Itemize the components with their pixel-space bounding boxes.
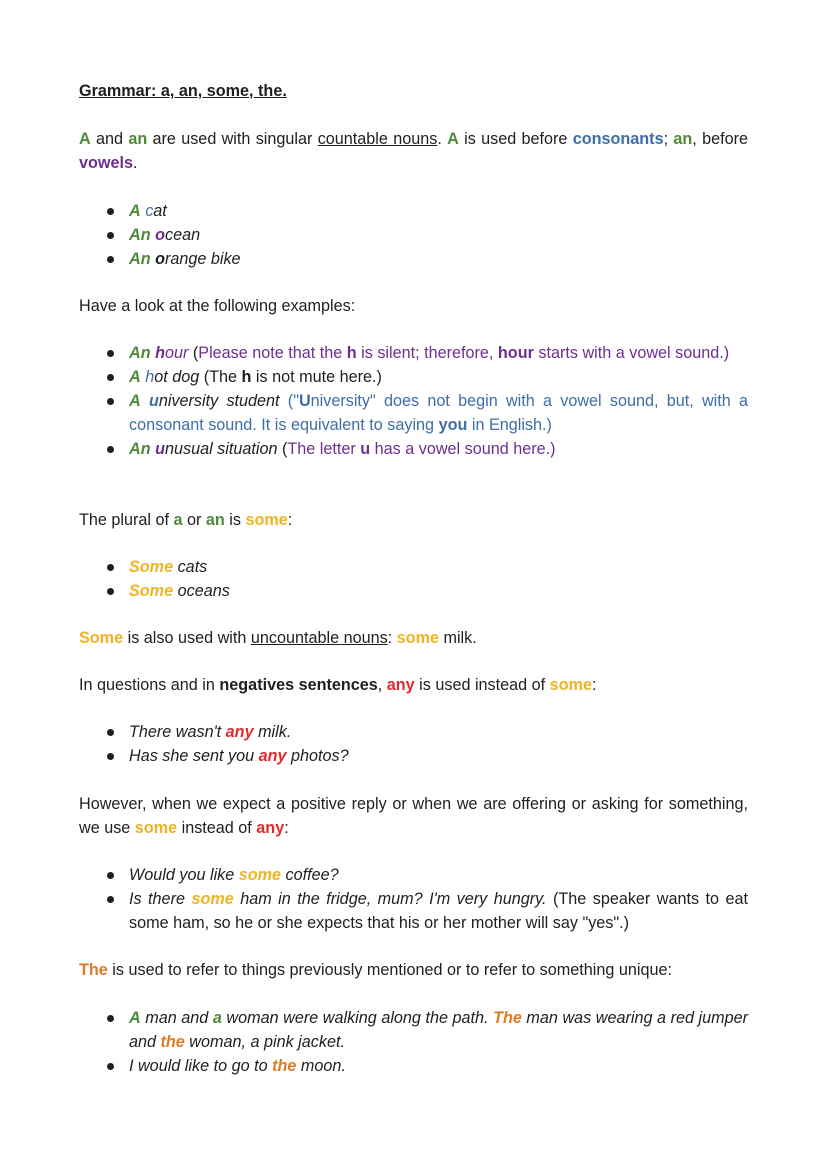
list-item bbox=[129, 389, 748, 437]
word-the: The bbox=[493, 1009, 522, 1027]
list-item bbox=[129, 437, 748, 461]
offer-examples-list bbox=[129, 863, 748, 935]
text: and bbox=[90, 130, 129, 148]
first-letter: o bbox=[155, 250, 165, 268]
letter: h bbox=[241, 368, 252, 386]
text: , before bbox=[692, 130, 748, 148]
word-some: Some bbox=[79, 629, 124, 647]
article: A bbox=[129, 392, 141, 410]
text: is not mute here.) bbox=[251, 368, 382, 386]
text: milk. bbox=[253, 723, 292, 741]
word: hour bbox=[497, 344, 534, 362]
plural-examples-list bbox=[129, 555, 748, 603]
list-item bbox=[129, 579, 748, 603]
text: oceans bbox=[173, 582, 230, 600]
article: An bbox=[129, 226, 151, 244]
text bbox=[141, 392, 149, 410]
text: niversity student bbox=[158, 392, 280, 410]
article-a: a bbox=[173, 511, 183, 529]
first-letter: o bbox=[155, 226, 165, 244]
text: cean bbox=[164, 226, 201, 244]
article-a: A bbox=[447, 130, 459, 148]
text: , bbox=[377, 676, 387, 694]
first-letter: c bbox=[145, 202, 154, 220]
the-rule-paragraph bbox=[79, 958, 748, 982]
list-item bbox=[129, 1054, 748, 1078]
list-item bbox=[129, 555, 748, 579]
word-some: some bbox=[191, 890, 234, 908]
list-item bbox=[129, 247, 748, 271]
text: There wasn't bbox=[129, 723, 226, 741]
article-a: A bbox=[79, 130, 91, 148]
text: : bbox=[284, 819, 289, 837]
article: An bbox=[129, 440, 151, 458]
word-the: The bbox=[79, 961, 108, 979]
text: nusual situation bbox=[164, 440, 278, 458]
text: man was wearing a red jumper and bbox=[129, 1009, 749, 1051]
letter: U bbox=[298, 392, 311, 410]
text: at bbox=[153, 202, 167, 220]
text: : bbox=[591, 676, 597, 694]
article-an: an bbox=[673, 130, 693, 148]
note: (" bbox=[279, 392, 299, 410]
uncountable-nouns: uncountable nouns bbox=[250, 629, 388, 647]
text: is bbox=[224, 511, 246, 529]
first-letter: h bbox=[145, 368, 155, 386]
page-title: Grammar: a, an, some, the. bbox=[79, 82, 287, 100]
examples-list bbox=[129, 341, 748, 461]
word-some: Some bbox=[129, 558, 174, 576]
first-letter: u bbox=[155, 440, 165, 458]
the-examples-list bbox=[129, 1006, 748, 1078]
countable-nouns: countable nouns bbox=[317, 130, 438, 148]
list-item bbox=[129, 199, 748, 223]
word-some: some bbox=[549, 676, 592, 694]
article: A bbox=[129, 368, 141, 386]
text: cats bbox=[173, 558, 208, 576]
uncountable-paragraph bbox=[79, 626, 748, 650]
note: Please note that the bbox=[198, 344, 347, 362]
text: man and bbox=[140, 1009, 213, 1027]
text: are used with singular bbox=[147, 130, 318, 148]
intro-paragraph bbox=[79, 127, 748, 175]
text: (The bbox=[199, 368, 242, 386]
word-some: Some bbox=[129, 582, 174, 600]
text: moon. bbox=[296, 1057, 346, 1075]
note: in English.) bbox=[467, 416, 552, 434]
note: niversity" does not begin with a vowel sound, but, with a consonant sound. It is equivalent to saying bbox=[129, 392, 748, 434]
text: . bbox=[133, 154, 138, 172]
note: The letter bbox=[287, 440, 361, 458]
text: photos? bbox=[286, 747, 349, 765]
list-item bbox=[129, 720, 748, 744]
text: ( bbox=[277, 440, 288, 458]
word-some: some bbox=[134, 819, 178, 837]
note: starts with a vowel sound.) bbox=[533, 344, 730, 362]
article: A bbox=[129, 202, 141, 220]
text: However, when we expect a positive reply or when we are offering or asking for something, we use bbox=[79, 795, 748, 837]
note: has a vowel sound here.) bbox=[370, 440, 556, 458]
text: The plural of bbox=[79, 511, 174, 529]
article-a: a bbox=[212, 1009, 222, 1027]
text: Has she sent you bbox=[129, 747, 259, 765]
letter: h bbox=[346, 344, 357, 362]
text: In questions and in bbox=[79, 676, 220, 694]
list-item bbox=[129, 223, 748, 247]
text: is used instead of bbox=[414, 676, 550, 694]
text: ; bbox=[663, 130, 674, 148]
text: range bike bbox=[164, 250, 241, 268]
consonants-word: consonants bbox=[572, 130, 664, 148]
however-paragraph bbox=[79, 792, 748, 840]
list-item bbox=[129, 744, 748, 768]
any-examples-list bbox=[129, 720, 748, 768]
text: instead of bbox=[177, 819, 257, 837]
text: our bbox=[164, 344, 189, 362]
list-item bbox=[129, 887, 748, 935]
text: Is there bbox=[129, 890, 192, 908]
article-an: an bbox=[205, 511, 225, 529]
text: : bbox=[387, 629, 397, 647]
text: Would you like bbox=[129, 866, 239, 884]
word-any: any bbox=[258, 747, 287, 765]
article-an: an bbox=[128, 130, 148, 148]
note: (The speaker wants to eat some ham, so he or she expects that his or her mother will say "yes".) bbox=[129, 890, 749, 932]
article: An bbox=[129, 250, 151, 268]
word-any: any bbox=[386, 676, 415, 694]
first-letter: u bbox=[148, 392, 159, 410]
letter: u bbox=[360, 440, 371, 458]
word-any: any bbox=[256, 819, 285, 837]
text: : bbox=[287, 511, 293, 529]
list-item bbox=[129, 863, 748, 887]
text: is used to refer to things previously mentioned or to refer to something unique: bbox=[107, 961, 672, 979]
article: An bbox=[129, 344, 151, 362]
word-some: some bbox=[396, 629, 439, 647]
text: ot dog bbox=[154, 368, 200, 386]
text: I would like to go to bbox=[129, 1057, 273, 1075]
word-any: any bbox=[225, 723, 254, 741]
plural-paragraph bbox=[79, 508, 748, 532]
text: . bbox=[437, 130, 448, 148]
word-some: some bbox=[238, 866, 282, 884]
text: is also used with bbox=[123, 629, 251, 647]
text: or bbox=[182, 511, 206, 529]
word-the: the bbox=[160, 1033, 185, 1051]
vowels-word: vowels bbox=[79, 154, 133, 172]
text: coffee? bbox=[281, 866, 339, 884]
first-letter: h bbox=[155, 344, 165, 362]
list-item bbox=[129, 365, 748, 389]
word: you bbox=[438, 416, 468, 434]
list-item bbox=[129, 1006, 748, 1054]
text: ham in the fridge, mum? I'm very hungry. bbox=[233, 890, 547, 908]
note: is silent; therefore, bbox=[356, 344, 498, 362]
text: woman, a pink jacket. bbox=[184, 1033, 345, 1051]
word-some: some bbox=[245, 511, 288, 529]
list-item bbox=[129, 341, 748, 365]
text: milk. bbox=[438, 629, 477, 647]
text: is used before bbox=[458, 130, 573, 148]
text: ( bbox=[188, 344, 199, 362]
word-the: the bbox=[272, 1057, 297, 1075]
look-paragraph: Have a look at the following examples: bbox=[79, 297, 356, 315]
text: woman were walking along the path. bbox=[221, 1009, 494, 1027]
questions-paragraph bbox=[79, 673, 748, 697]
negatives-sentences: negatives sentences bbox=[219, 676, 378, 694]
article-a: A bbox=[129, 1009, 141, 1027]
basic-examples-list bbox=[129, 199, 748, 271]
